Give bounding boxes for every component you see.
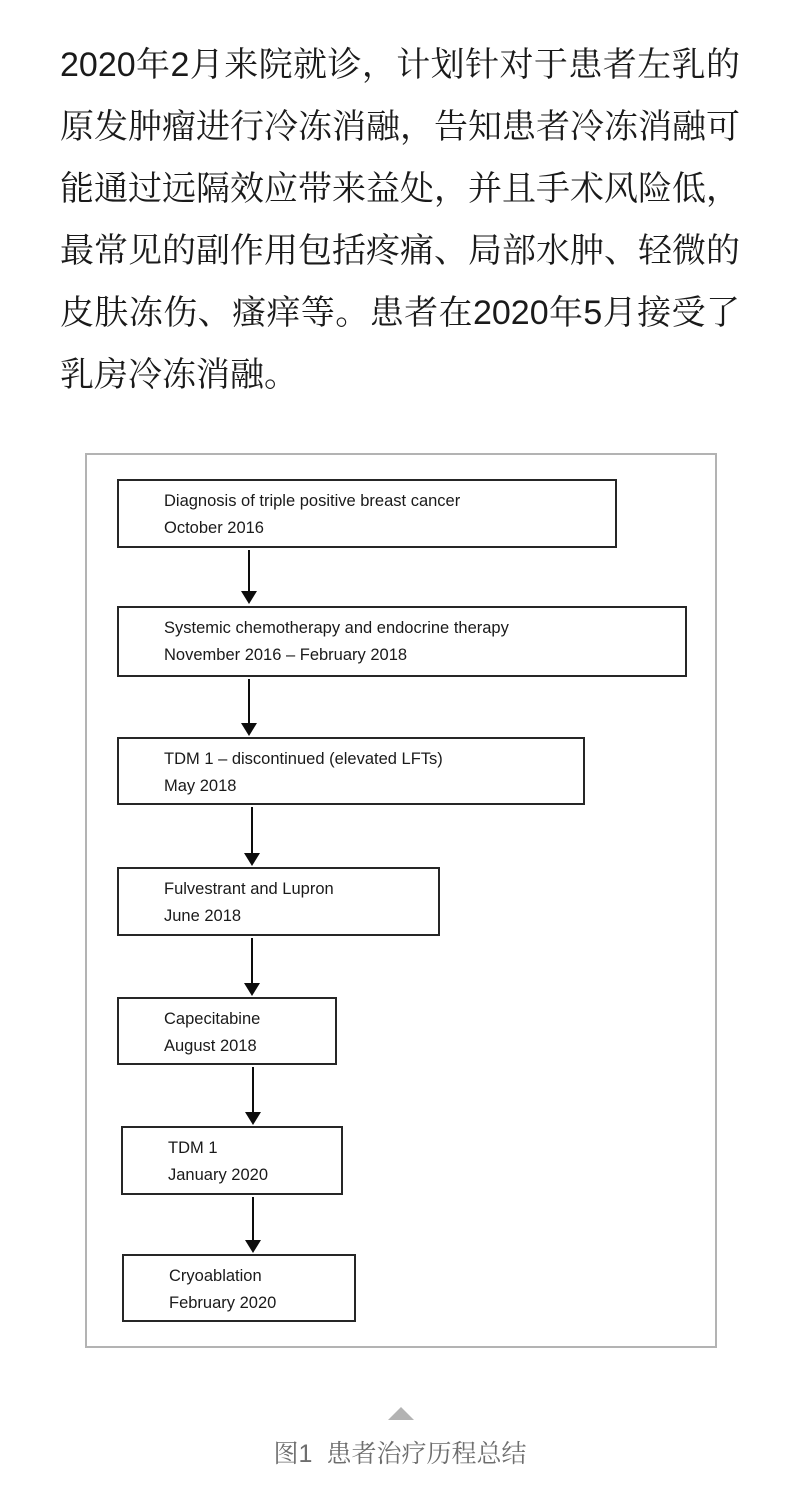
flow-step-diagnosis xyxy=(117,479,617,548)
flow-step-title: Cryoablation xyxy=(169,1267,262,1285)
flow-step-title: Capecitabine xyxy=(164,1010,261,1028)
paragraph-line: 最常见的副作用包括疼痛、局部水肿、轻微的 xyxy=(60,232,740,270)
flow-step-fulvestrant-lupron xyxy=(117,867,440,936)
flow-down-arrow-icon xyxy=(245,1197,261,1253)
flow-step-date: June 2018 xyxy=(164,907,242,925)
flow-step-title: Fulvestrant and Lupron xyxy=(164,880,334,898)
flow-down-arrow-icon xyxy=(241,679,257,736)
flow-step-date: October 2016 xyxy=(164,519,264,537)
paragraph-line: 能通过远隔效应带来益处，并且手术风险低， xyxy=(60,170,740,208)
flow-step-date: November 2016 – February 2018 xyxy=(164,646,408,664)
paragraph-line: 原发肿瘤进行冷冻消融，告知患者冷冻消融可 xyxy=(60,108,740,146)
flow-step-date: August 2018 xyxy=(164,1037,257,1055)
flow-step-capecitabine xyxy=(117,997,337,1065)
figure-caption-label: 图1 xyxy=(273,1440,313,1468)
flow-down-arrow-icon xyxy=(241,550,257,604)
paragraph-line: 2020年2月来院就诊，计划针对于患者左乳的 xyxy=(60,46,740,84)
flow-step-title: Diagnosis of triple positive breast cancer xyxy=(164,492,461,510)
flow-down-arrow-icon xyxy=(245,1067,261,1125)
flow-down-arrow-icon xyxy=(244,938,260,996)
flow-step-chemo-endocrine xyxy=(117,606,687,677)
flow-step-cryoablation xyxy=(122,1254,356,1322)
figure-caption xyxy=(0,1440,800,1468)
flow-step-tdm1 xyxy=(121,1126,343,1195)
figure-caption-text: 患者治疗历程总结 xyxy=(326,1440,527,1468)
flow-step-title: TDM 1 – discontinued (elevated LFTs) xyxy=(164,750,443,768)
flow-step-title: TDM 1 xyxy=(168,1139,218,1157)
flow-down-arrow-icon xyxy=(244,807,260,866)
case-description-paragraph xyxy=(60,34,740,406)
flow-step-tdm1-discontinued xyxy=(117,737,585,805)
flow-step-date: May 2018 xyxy=(164,777,237,795)
flow-step-date: January 2020 xyxy=(168,1166,268,1184)
paragraph-line: 乳房冷冻消融。 xyxy=(60,356,298,394)
paragraph-line: 皮肤冻伤、瘙痒等。患者在2020年5月接受了 xyxy=(60,294,740,332)
collapse-figure-icon[interactable] xyxy=(388,1407,414,1420)
flow-step-title: Systemic chemotherapy and endocrine therapy xyxy=(164,619,509,637)
flow-step-date: February 2020 xyxy=(169,1294,277,1312)
